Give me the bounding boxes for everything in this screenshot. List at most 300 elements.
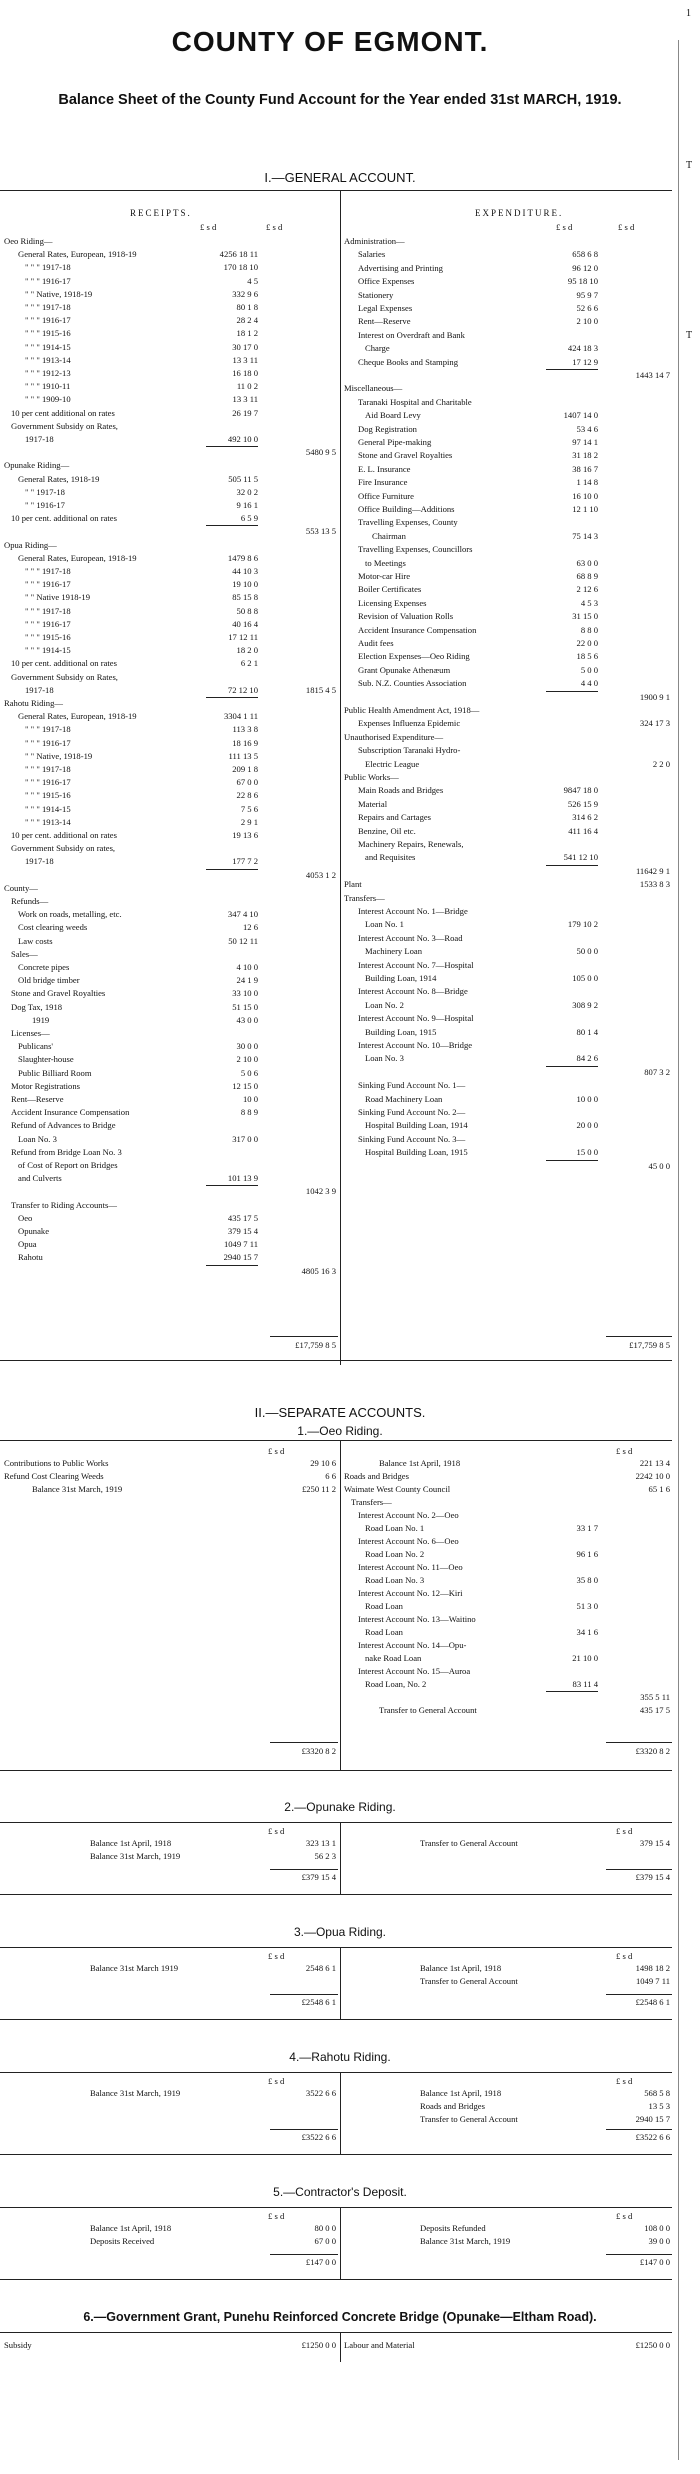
receipts-total-rule <box>270 1336 338 1337</box>
grant-top-rule <box>0 2332 672 2333</box>
opua-top-rule <box>0 1947 672 1948</box>
account-line-label: Interest Account No. 11—Oeo <box>358 1562 463 1572</box>
account-line-label: Motor Registrations <box>11 1080 80 1091</box>
subtotal-rule <box>206 1185 258 1186</box>
account-line-amount: 67 0 0 <box>314 2236 336 2246</box>
account-line-label: Road Loan No. 3 <box>365 1575 425 1585</box>
account-line-label: " " " 1916-17 <box>25 737 71 748</box>
account-line-label: " " " 1913-14 <box>25 354 71 365</box>
account-line-amount: 113 3 8 <box>232 724 258 735</box>
account-line-label: Travelling Expenses, County <box>358 517 458 528</box>
rahotu-divider <box>340 2072 341 2154</box>
account-line-label: Loan No. 1 <box>365 919 404 930</box>
deposit-total-rule <box>606 2254 672 2255</box>
opunake-bottom-rule <box>0 1894 672 1895</box>
account-line-amount: 9 16 1 <box>236 500 258 510</box>
account-line-label: 1919 <box>32 1014 50 1025</box>
account-line-label: Hospital Building Loan, 1914 <box>365 1120 468 1131</box>
account-line-amount: 170 18 10 <box>223 262 258 273</box>
account-line-amount: 2 9 1 <box>240 816 258 827</box>
account-line-amount: 50 8 8 <box>236 605 258 616</box>
account-line-amount: 9847 18 0 <box>563 785 598 796</box>
account-line-amount: 332 9 6 <box>232 288 258 299</box>
account-line-label: Stationery <box>358 289 394 300</box>
account-line-total: 5480 9 5 <box>305 447 336 458</box>
subtotal-rule <box>546 1691 598 1692</box>
account-line-amount: 33 1 7 <box>576 1523 598 1533</box>
account-line-label: Advertising and Printing <box>358 262 443 273</box>
subtotal-rule <box>206 446 258 447</box>
opunake-total-right: £379 15 4 <box>635 1872 670 1882</box>
account-line-label: Benzine, Oil etc. <box>358 825 416 836</box>
account-line-label: Rent—Reserve <box>11 1094 64 1104</box>
account-line-amount: 526 15 9 <box>567 798 598 809</box>
account-line-label: Deposits Received <box>90 2236 155 2246</box>
account-line-label: " " " 1916-17 <box>25 579 71 590</box>
account-line-amount: 1049 7 11 <box>223 1239 258 1250</box>
subtotal-rule <box>546 691 598 692</box>
rahotu-total-rule <box>606 2129 672 2130</box>
account-line-total: 435 17 5 <box>639 1705 670 1715</box>
rahotu-title: 4.—Rahotu Riding. <box>289 2050 391 2064</box>
account-line-label: Office Building—Additions <box>358 504 455 514</box>
subtotal-rule <box>546 865 598 866</box>
account-line-total: 379 15 4 <box>639 1838 670 1848</box>
account-line-label: Interest Account No. 1—Bridge <box>358 906 468 916</box>
account-line-amount: 30 0 0 <box>236 1041 258 1052</box>
account-line-label: Office Furniture <box>358 490 414 501</box>
account-line-amount: 7 5 6 <box>240 803 258 814</box>
account-line-amount: 72 12 10 <box>227 684 258 695</box>
account-line-amount: 15 0 0 <box>576 1147 598 1158</box>
subtotal-rule <box>206 697 258 698</box>
account-line-amount: 541 12 10 <box>563 852 598 863</box>
account-line-amount: 52 6 6 <box>576 303 598 313</box>
account-line-amount: 95 18 10 <box>567 276 598 287</box>
account-line-label: Transfer to General Account <box>420 1976 518 1986</box>
account-line-label: Rahotu <box>18 1252 43 1263</box>
account-line-label: Balance 1st April, 1918 <box>420 2088 502 2098</box>
account-line-label: Salaries <box>358 249 386 260</box>
account-line-label: " " " 1910-11 <box>25 381 71 392</box>
account-line-label: Balance 31st March, 1919 <box>90 1851 181 1861</box>
account-line-label: nake Road Loan <box>365 1653 422 1663</box>
account-line-label: " " " 1917-18 <box>25 605 71 616</box>
account-line-amount: 97 14 1 <box>572 437 598 447</box>
account-line-amount: 22 0 0 <box>576 638 598 648</box>
account-line-label: General Rates, European, 1918-19 <box>18 552 137 563</box>
account-line-amount: 50 12 11 <box>228 935 258 946</box>
opua-total-rule <box>606 1994 672 1995</box>
account-line-label: Dog Registration <box>358 423 417 434</box>
account-line-amount: 75 14 3 <box>572 530 598 541</box>
account-line-amount: 179 10 2 <box>567 919 598 930</box>
account-line-label: General Rates, European, 1918-19 <box>18 249 137 260</box>
deposit-total-left: £147 0 0 <box>305 2257 336 2267</box>
account-line-label: Sinking Fund Account No. 3— <box>358 1133 466 1144</box>
account-line-amount: 16 10 0 <box>572 490 598 501</box>
receipts-lsd-head-b: £ s d <box>266 222 283 232</box>
account-line-total: 1815 4 5 <box>305 684 336 695</box>
expenditure-total: £17,759 8 5 <box>629 1340 670 1350</box>
account-line-label: Old bridge timber <box>18 975 80 986</box>
account-line-label: Work on roads, metalling, etc. <box>18 909 122 920</box>
account-line-amount: 2 10 0 <box>576 316 598 327</box>
deposit-total-rule <box>270 2254 338 2255</box>
opua-total-left: £2548 6 1 <box>301 1997 336 2007</box>
account-line-amount: 44 10 3 <box>232 566 258 576</box>
account-line-label: and Requisites <box>365 852 416 863</box>
account-line-label: Building Loan, 1915 <box>365 1026 437 1037</box>
account-line-total: 324 17 3 <box>639 718 670 729</box>
account-line-label: Boiler Certificates <box>358 584 422 595</box>
account-line-amount: 4 4 0 <box>580 678 598 689</box>
account-line-amount: 16 18 0 <box>232 368 258 378</box>
account-line-label: Hospital Building Loan, 1915 <box>365 1147 468 1158</box>
deposit-top-rule <box>0 2207 672 2208</box>
account-line-label: Concrete pipes <box>18 962 70 972</box>
account-line-amount: 424 18 3 <box>567 343 598 354</box>
account-line-amount: 317 0 0 <box>232 1133 258 1144</box>
account-line-amount: 658 6 8 <box>572 249 598 260</box>
account-line-label: Balance 31st March 1919 <box>90 1963 179 1973</box>
account-line-label: " " " 1913-14 <box>25 816 71 827</box>
deposit-divider <box>340 2207 341 2279</box>
account-line-label: Road Loan <box>365 1627 403 1637</box>
account-line-label: " " " 1914-15 <box>25 341 71 352</box>
grant-divider <box>340 2332 341 2362</box>
grant-left-label: Subsidy <box>4 2340 32 2350</box>
account-line-total: 1533 8 3 <box>639 879 670 890</box>
account-line-label: Refunds— <box>11 896 49 906</box>
grant-left-amount: £1250 0 0 <box>301 2340 336 2350</box>
account-line-amount: 435 17 5 <box>227 1212 258 1223</box>
subtotal-rule <box>206 869 258 870</box>
account-line-total: 11642 9 1 <box>635 865 670 876</box>
account-line-total: 1498 18 2 <box>635 1963 670 1973</box>
account-line-amount: 101 13 9 <box>227 1173 258 1184</box>
account-line-label: Interest Account No. 2—Oeo <box>358 1510 459 1520</box>
account-line-label: " " Native, 1918-19 <box>25 750 93 761</box>
account-line-total: 1900 9 1 <box>639 691 670 702</box>
account-line-amount: 177 7 2 <box>232 856 258 867</box>
account-line-label: Roads and Bridges <box>344 1471 409 1481</box>
account-line-amount: 347 4 10 <box>227 909 258 920</box>
account-line-label: Balance 1st April, 1918 <box>379 1458 461 1468</box>
account-line-label: Interest Account No. 14—Opu- <box>358 1640 467 1650</box>
account-line-amount: 12 15 0 <box>232 1080 258 1091</box>
account-line-total: 4805 16 3 <box>301 1265 336 1276</box>
adjacent-page-edge <box>676 0 700 2474</box>
account-line-label: Accident Insurance Compensation <box>358 624 477 635</box>
account-line-amount: 19 10 0 <box>232 579 258 590</box>
account-line-label: Oeo Riding— <box>4 236 53 246</box>
account-line-amount: 5 0 0 <box>580 664 598 675</box>
account-line-label: " " Native, 1918-19 <box>25 288 93 299</box>
account-line-amount: 209 1 8 <box>232 764 258 774</box>
account-line-amount: 21 10 0 <box>572 1653 598 1663</box>
opunake-lsd-head: £ s d <box>268 1826 285 1836</box>
account-line-label: Contributions to Public Works <box>4 1458 109 1468</box>
account-line-amount: 17 12 9 <box>572 356 598 367</box>
account-line-label: Interest Account No. 9—Hospital <box>358 1013 474 1024</box>
account-line-label: Refund from Bridge Loan No. 3 <box>11 1146 122 1157</box>
account-line-label: Administration— <box>344 236 405 246</box>
account-line-amount: 10 0 <box>242 1094 258 1104</box>
account-line-label: Transfer to General Account <box>420 2114 518 2124</box>
account-line-label: Sales— <box>11 948 38 959</box>
grant-title: 6.—Government Grant, Punehu Reinforced Concrete Bridge (Opunake—Eltham Road). <box>83 2310 597 2324</box>
account-line-label: Opua <box>18 1239 37 1250</box>
oeo-riding-title: 1.—Oeo Riding. <box>297 1424 383 1438</box>
account-line-label: Machinery Loan <box>365 946 423 957</box>
account-line-amount: 379 15 4 <box>227 1226 258 1236</box>
receipts-total: £17,759 8 5 <box>295 1340 336 1350</box>
grant-right-amount: £1250 0 0 <box>635 2340 670 2350</box>
account-line-label: General Rates, 1918-19 <box>18 473 100 484</box>
oeo-total-rule <box>606 1742 672 1743</box>
receipts-heading: RECEIPTS. <box>130 208 192 218</box>
account-line-amount: 1 14 8 <box>576 477 598 488</box>
account-line-label: " " 1916-17 <box>25 500 65 510</box>
account-line-label: Transfer to General Account <box>379 1705 477 1715</box>
margin-glyph: 1 <box>686 8 691 19</box>
account-line-label: Grant Opunake Athenæum <box>358 664 451 675</box>
opua-bottom-rule <box>0 2019 672 2020</box>
account-line-label: Sub. N.Z. Counties Association <box>358 678 467 689</box>
oeo-lsd-head: £ s d <box>268 1446 285 1456</box>
account-line-label: of Cost of Report on Bridges <box>18 1160 118 1170</box>
account-line-label: " " " 1916-17 <box>25 618 71 629</box>
deposit-title: 5.—Contractor's Deposit. <box>273 2185 407 2199</box>
account-line-label: Cheque Books and Stamping <box>358 356 459 367</box>
rahotu-lsd-head: £ s d <box>616 2076 633 2086</box>
subtotal-rule <box>546 1160 598 1161</box>
rahotu-total-right: £3522 6 6 <box>635 2132 670 2142</box>
general-top-rule <box>0 190 672 191</box>
account-line-amount: 20 0 0 <box>576 1120 598 1131</box>
account-line-amount: 95 9 7 <box>576 289 598 300</box>
account-line-label: Publicans' <box>18 1041 53 1052</box>
opunake-title: 2.—Opunake Riding. <box>284 1800 396 1814</box>
account-line-amount: 19 13 6 <box>232 830 258 840</box>
account-line-amount: 323 13 1 <box>305 1838 336 1848</box>
account-line-label: Roads and Bridges <box>420 2101 485 2111</box>
account-line-total: 4053 1 2 <box>305 869 336 880</box>
account-line-label: Sinking Fund Account No. 2— <box>358 1107 466 1117</box>
account-line-label: Transfer to General Account <box>420 1838 518 1848</box>
account-line-label: Taranaki Hospital and Charitable <box>358 396 472 407</box>
account-line-label: Transfer to Riding Accounts— <box>11 1199 117 1210</box>
margin-glyph: T <box>686 330 693 341</box>
account-line-label: Government Subsidy on rates, <box>11 843 116 854</box>
deposit-total-right: £147 0 0 <box>639 2257 670 2267</box>
account-line-total: 65 1 6 <box>648 1484 670 1494</box>
account-line-label: Government Subsidy on Rates, <box>11 671 118 682</box>
account-line-amount: 33 10 0 <box>232 988 258 999</box>
account-line-amount: 56 2 3 <box>314 1851 336 1861</box>
account-line-label: Road Loan <box>365 1601 403 1611</box>
account-line-label: Licensing Expenses <box>358 597 427 608</box>
account-line-total: 39 0 0 <box>648 2236 670 2246</box>
adjacent-page-rule <box>678 40 679 2460</box>
account-line-label: Interest Account No. 13—Waitino <box>358 1614 476 1624</box>
account-line-label: E. L. Insurance <box>358 463 411 474</box>
account-line-amount: 18 5 6 <box>576 651 598 662</box>
opua-divider <box>340 1947 341 2019</box>
rahotu-bottom-rule <box>0 2154 672 2155</box>
account-line-label: Opunake Riding— <box>4 460 70 471</box>
account-line-label: Charge <box>365 343 390 354</box>
account-line-label: Interest Account No. 3—Road <box>358 932 463 943</box>
account-line-amount: 80 1 8 <box>236 302 258 312</box>
oeo-total-left: £3320 8 2 <box>301 1746 336 1756</box>
opunake-total-rule <box>606 1869 672 1870</box>
account-line-amount: 22 8 6 <box>236 790 258 801</box>
account-line-amount: 26 19 7 <box>232 407 258 418</box>
account-line-label: Unauthorised Expenditure— <box>344 731 444 742</box>
account-line-amount: 34 1 6 <box>576 1627 598 1637</box>
account-line-amount: 84 2 6 <box>576 1053 598 1064</box>
account-line-label: to Meetings <box>365 557 406 568</box>
account-line-amount: 111 13 5 <box>228 750 258 761</box>
opunake-total-rule <box>270 1869 338 1870</box>
account-line-label: Loan No. 2 <box>365 999 404 1010</box>
account-line-label: Miscellaneous— <box>344 383 403 394</box>
account-line-label: Fire Insurance <box>358 477 408 488</box>
account-line-label: Repairs and Cartages <box>358 812 432 823</box>
account-line-amount: 18 1 2 <box>236 328 258 339</box>
account-line-amount: 2940 15 7 <box>223 1252 258 1263</box>
account-line-label: Balance 1st April, 1918 <box>90 2223 172 2233</box>
account-line-label: Sinking Fund Account No. 1— <box>358 1080 466 1091</box>
account-line-total: 13 5 3 <box>648 2101 670 2111</box>
account-line-amount: 67 0 0 <box>236 777 258 788</box>
account-line-amount: 12 6 <box>242 922 258 933</box>
account-line-label: Interest Account No. 7—Hospital <box>358 959 474 970</box>
account-line-amount: 4256 18 11 <box>219 249 258 260</box>
expenditure-lsd-head-a: £ s d <box>556 222 573 232</box>
account-line-amount: 68 8 9 <box>576 571 598 581</box>
account-line-label: " " " 1917-18 <box>25 302 71 312</box>
account-line-amount: 35 8 0 <box>576 1575 598 1585</box>
account-line-amount: 505 11 5 <box>228 473 258 484</box>
account-line-total: 807 3 2 <box>644 1066 670 1077</box>
account-line-amount: 2 10 0 <box>236 1054 258 1065</box>
account-line-amount: 18 16 9 <box>232 737 258 748</box>
account-line-label: Electric League <box>365 758 420 769</box>
rahotu-lsd-head: £ s d <box>268 2076 285 2086</box>
account-line-label: Government Subsidy on Rates, <box>11 420 118 431</box>
account-line-label: County— <box>4 882 38 893</box>
account-line-total: 355 5 11 <box>640 1692 670 1702</box>
general-column-divider <box>340 190 341 1365</box>
account-line-total: 108 0 0 <box>644 2223 670 2233</box>
rahotu-total-left: £3522 6 6 <box>301 2132 336 2142</box>
account-line-total: 2 2 0 <box>652 758 670 769</box>
account-line-label: Rent—Reserve <box>358 316 411 327</box>
account-line-amount: 8 8 0 <box>580 624 598 635</box>
account-line-label: General Pipe-making <box>358 437 432 447</box>
account-line-amount: 6 6 <box>325 1471 336 1481</box>
account-line-amount: 6 2 1 <box>240 658 258 669</box>
expenditure-total-rule <box>606 1336 672 1337</box>
receipts-lsd-head-a: £ s d <box>200 222 217 232</box>
account-line-total: 1042 3 9 <box>305 1186 336 1197</box>
account-line-label: Motor-car Hire <box>358 571 411 581</box>
separate-accounts-title: II.—SEPARATE ACCOUNTS. <box>254 1405 426 1420</box>
account-line-label: Loan No. 3 <box>18 1133 57 1144</box>
account-line-amount: 63 0 0 <box>576 557 598 568</box>
account-line-amount: 24 1 9 <box>236 975 258 986</box>
account-line-amount: 1407 14 0 <box>563 410 598 421</box>
account-line-label: Rahotu Riding— <box>4 698 63 708</box>
account-line-label: 10 per cent additional on rates <box>11 407 115 418</box>
account-line-amount: 13 3 11 <box>232 354 258 365</box>
subtotal-rule <box>546 369 598 370</box>
account-line-label: Public Billiard Room <box>18 1067 92 1078</box>
account-line-amount: 2548 6 1 <box>305 1963 336 1973</box>
account-line-amount: 29 10 6 <box>310 1458 336 1468</box>
account-line-label: Slaughter-house <box>18 1054 74 1065</box>
account-line-label: Election Expenses—Oeo Riding <box>358 651 470 662</box>
account-line-label: Legal Expenses <box>358 303 413 313</box>
account-line-label: Refund of Advances to Bridge <box>11 1120 116 1131</box>
account-line-label: Opunake <box>18 1226 50 1236</box>
account-line-total: 1049 7 11 <box>635 1976 670 1986</box>
account-line-label: Balance 31st March, 1919 <box>90 2088 181 2098</box>
general-bottom-rule <box>0 1360 672 1361</box>
page-title: COUNTY OF EGMONT. <box>171 26 489 57</box>
account-line-amount: 80 1 4 <box>576 1026 598 1037</box>
margin-glyph: T <box>686 160 693 171</box>
account-line-label: " " " 1916-17 <box>25 315 71 326</box>
account-line-amount: 10 0 0 <box>576 1093 598 1104</box>
account-line-label: Cost clearing weeds <box>18 922 88 933</box>
account-line-label: Oeo <box>18 1212 33 1223</box>
account-line-label: " " " 1915-16 <box>25 328 71 339</box>
account-line-label: Public Works— <box>344 772 399 782</box>
account-line-label: Accident Insurance Compensation <box>11 1107 130 1118</box>
account-line-amount: 17 12 11 <box>228 632 258 642</box>
opunake-lsd-head: £ s d <box>616 1826 633 1836</box>
account-line-label: Expenses Influenza Epidemic <box>358 718 461 729</box>
deposit-lsd-head: £ s d <box>268 2211 285 2221</box>
account-line-amount: 50 0 0 <box>576 946 598 957</box>
account-line-amount: 492 10 0 <box>227 434 258 444</box>
oeo-total-right: £3320 8 2 <box>635 1746 670 1756</box>
opua-total-rule <box>270 1994 338 1995</box>
account-line-label: Subscription Taranaki Hydro- <box>358 745 461 756</box>
grant-right-label: Labour and Material <box>344 2340 415 2350</box>
account-line-label: 10 per cent. additional on rates <box>11 513 117 524</box>
account-line-amount: 85 15 8 <box>232 592 258 603</box>
oeo-lsd-head: £ s d <box>616 1446 633 1456</box>
account-line-label: Interest Account No. 10—Bridge <box>358 1040 473 1050</box>
account-line-label: 10 per cent. additional on rates <box>11 658 117 669</box>
account-line-label: Machinery Repairs, Renewals, <box>358 839 464 849</box>
opua-total-right: £2548 6 1 <box>635 1997 670 2007</box>
account-line-label: Road Loan, No. 2 <box>365 1679 427 1689</box>
account-line-label: Balance 1st April, 1918 <box>420 1963 502 1973</box>
account-line-label: Licenses— <box>11 1028 50 1038</box>
account-line-label: and Culverts <box>18 1173 62 1184</box>
account-line-total: 568 5 8 <box>644 2088 670 2098</box>
account-line-label: General Rates, European, 1918-19 <box>18 711 137 722</box>
account-line-label: Office Expenses <box>358 276 415 287</box>
account-line-label: " " 1917-18 <box>25 486 65 497</box>
account-line-label: " " " 1909-10 <box>25 394 71 405</box>
